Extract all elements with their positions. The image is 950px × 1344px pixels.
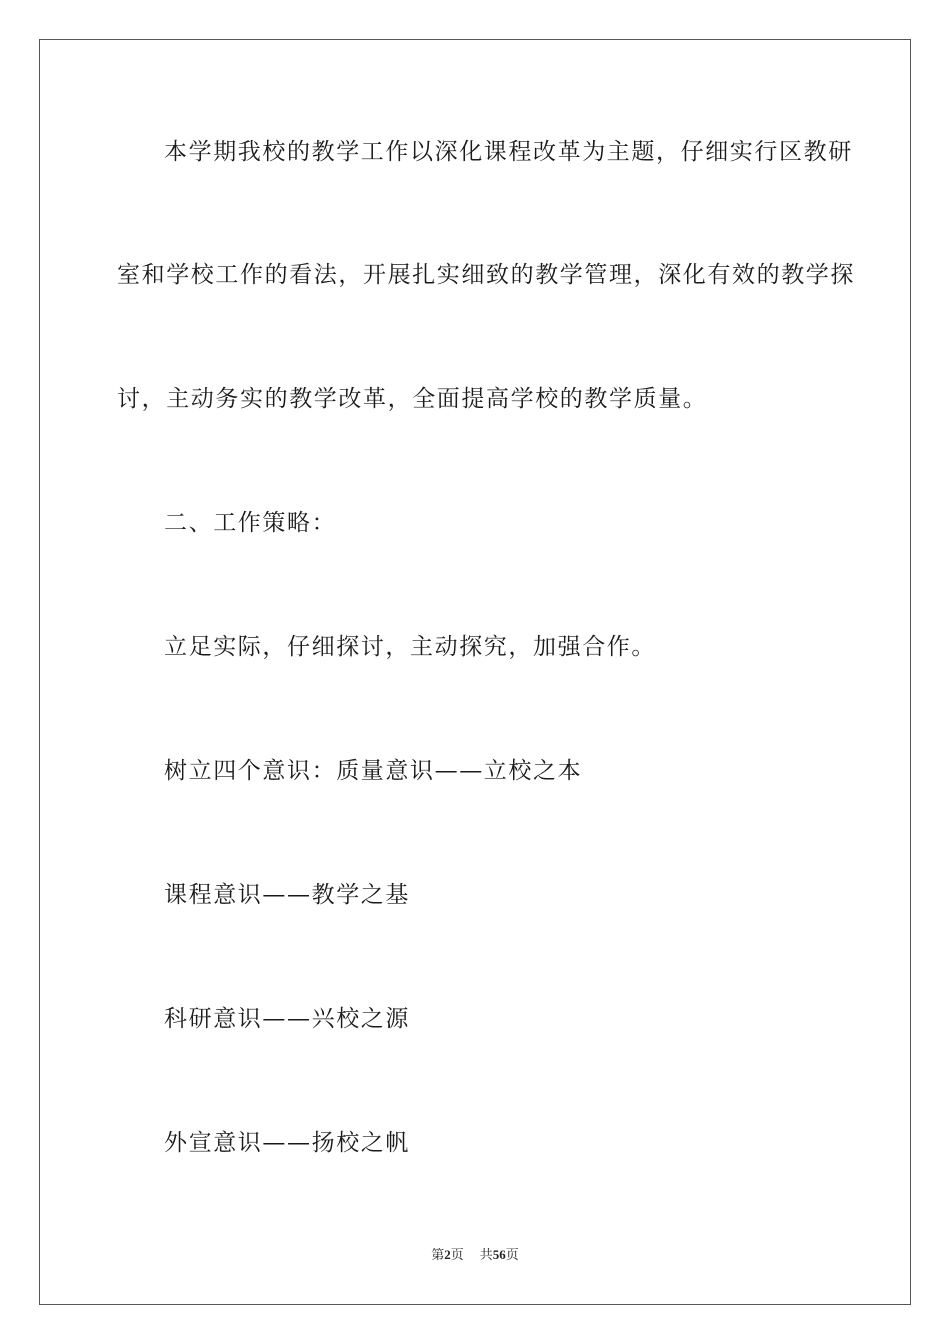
paragraph-line-2: 室和学校工作的看法，开展扎实细致的教学管理，深化有效的教学探 — [117, 262, 855, 288]
page-suffix: 页 — [450, 1247, 464, 1262]
awareness-line-research: 科研意识——兴校之源 — [164, 1006, 410, 1032]
section-heading: 二、工作策略： — [164, 510, 337, 536]
strategy-line: 立足实际，仔细探讨，主动探究，加强合作。 — [164, 634, 656, 660]
awareness-line-curriculum: 课程意识——教学之基 — [164, 882, 410, 908]
paragraph-line-3: 讨，主动务实的教学改革，全面提高学校的教学质量。 — [117, 386, 708, 412]
awareness-line-publicity: 外宣意识——扬校之帆 — [164, 1130, 410, 1156]
awareness-line-quality: 树立四个意识：质量意识——立校之本 — [164, 758, 583, 784]
total-prefix: 共 — [479, 1247, 493, 1262]
page-border — [39, 39, 911, 1305]
page-prefix: 第 — [431, 1247, 445, 1262]
page-footer — [0, 1246, 950, 1264]
paragraph-line-1: 本学期我校的教学工作以深化课程改革为主题，仔细实行区教研 — [164, 139, 853, 165]
page-number: 2 — [444, 1247, 451, 1262]
total-suffix: 页 — [505, 1247, 519, 1262]
page-total: 56 — [492, 1247, 506, 1262]
